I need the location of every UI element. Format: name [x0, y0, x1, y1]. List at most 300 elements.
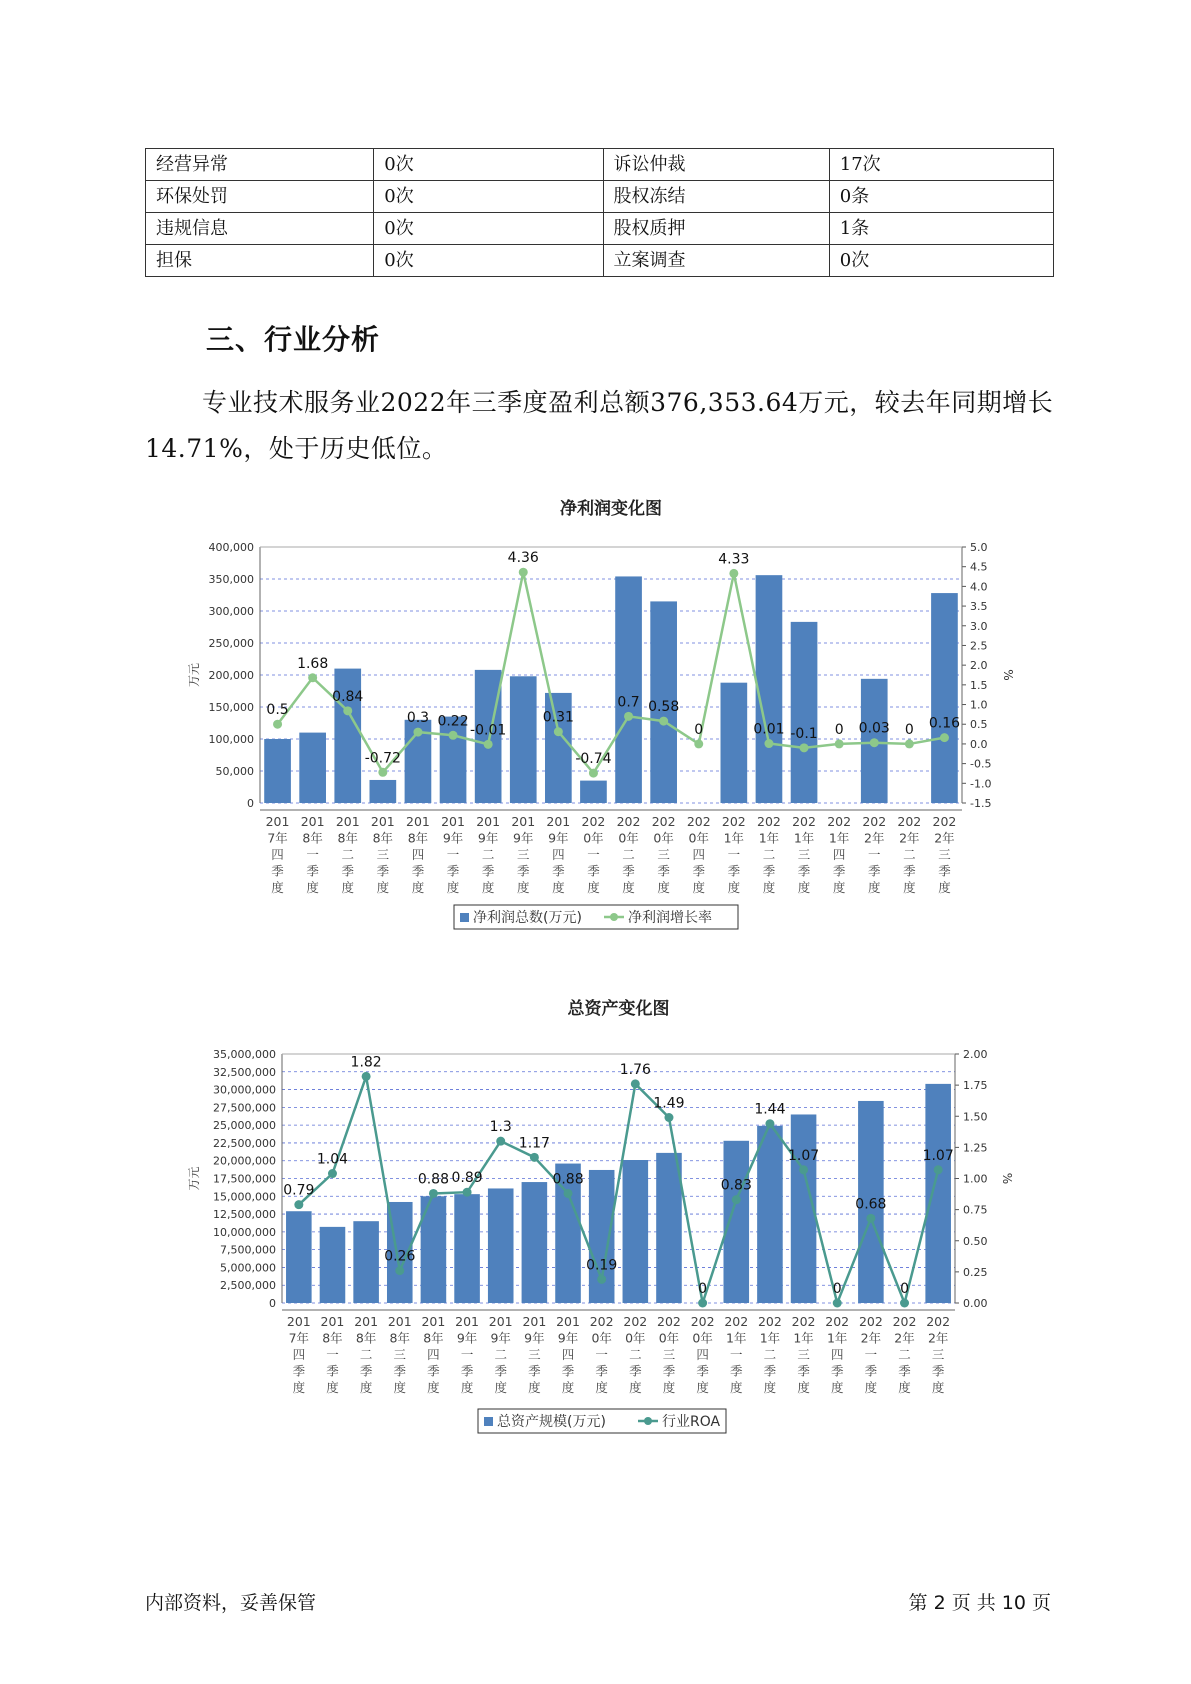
- bar: [756, 575, 783, 803]
- data-label: 0: [900, 1281, 909, 1297]
- data-label: -0.74: [575, 751, 612, 768]
- series-point: [940, 733, 949, 742]
- x-tick-label: 202: [616, 814, 641, 829]
- series-point: [413, 728, 422, 737]
- x-tick-label: 三: [528, 1347, 541, 1362]
- data-label: 0.7: [617, 694, 640, 711]
- x-tick-label: 季: [903, 863, 916, 879]
- x-tick-label: 202: [589, 1314, 614, 1329]
- series-point: [835, 739, 844, 748]
- y-right-tick-label: -1.0: [970, 777, 992, 791]
- table-row: [146, 149, 1054, 181]
- x-tick-label: 季: [763, 1363, 777, 1379]
- table-cell: 17次: [829, 149, 1053, 181]
- bar: [299, 733, 326, 803]
- y-left-tick-label: 400,000: [208, 541, 254, 554]
- x-tick-label: 9年: [456, 1330, 478, 1346]
- y-left-tick-label: 10,000,000: [213, 1225, 276, 1239]
- data-label: 0.84: [332, 688, 364, 705]
- x-tick-label: 8年: [372, 830, 394, 846]
- x-tick-label: 四: [830, 1347, 844, 1362]
- y-left-tick-label: 15,000,000: [213, 1190, 276, 1204]
- x-tick-label: 201: [370, 814, 395, 829]
- table-cell: 诉讼仲裁: [603, 149, 829, 181]
- footer-note: 内部资料，妥善保管: [145, 1592, 317, 1614]
- x-tick-label: 度: [359, 1380, 373, 1395]
- x-tick-label: 201: [265, 814, 290, 829]
- x-tick-label: 二: [763, 1347, 777, 1362]
- x-tick-label: 202: [690, 1314, 715, 1329]
- y-right-tick-label: 5.0: [970, 541, 988, 554]
- y-right-tick-label: -0.5: [970, 757, 992, 771]
- x-tick-label: 季: [271, 863, 284, 879]
- y-left-tick-label: 17,500,000: [213, 1172, 276, 1186]
- data-label: 0: [904, 721, 914, 738]
- x-tick-label: 季: [727, 863, 741, 879]
- x-tick-label: 季: [662, 1363, 676, 1379]
- chart-title: 净利润变化图: [560, 499, 662, 519]
- x-tick-label: 度: [730, 1380, 743, 1395]
- x-tick-label: 9年: [524, 1330, 545, 1346]
- y-left-tick-label: 35,000,000: [213, 1048, 276, 1061]
- x-tick-label: 度: [629, 1380, 642, 1395]
- y-right-tick-label: 0.00: [963, 1297, 988, 1310]
- x-tick-label: 201: [320, 1314, 345, 1329]
- y-left-tick-label: 20,000,000: [213, 1154, 276, 1168]
- series-point: [765, 1119, 774, 1128]
- bar: [928, 593, 961, 803]
- x-tick-label: 季: [762, 863, 776, 879]
- x-tick-label: 度: [832, 880, 846, 895]
- table-row: [146, 181, 1054, 213]
- x-tick-label: 季: [359, 1363, 373, 1379]
- data-label: 0: [694, 721, 704, 738]
- x-tick-label: 季: [696, 1363, 709, 1379]
- x-tick-label: 201: [406, 814, 430, 829]
- table-row: [146, 213, 1054, 245]
- x-tick-label: 度: [446, 880, 460, 895]
- data-label: 0.03: [858, 720, 890, 737]
- x-tick-label: 三: [657, 847, 670, 862]
- y-right-tick-label: 4.5: [970, 560, 988, 574]
- x-tick-label: 201: [488, 1314, 513, 1329]
- x-tick-label: 202: [827, 814, 852, 829]
- data-label: 4.36: [507, 550, 539, 567]
- x-tick-label: 度: [797, 880, 811, 895]
- series-point: [664, 1113, 673, 1122]
- series-point: [496, 1137, 505, 1146]
- data-label: -0.1: [790, 725, 818, 742]
- x-tick-label: 202: [892, 1314, 917, 1329]
- x-tick-label: 8年: [407, 830, 429, 846]
- x-tick-label: 0年: [658, 1330, 680, 1346]
- x-tick-label: 度: [292, 1380, 306, 1395]
- x-tick-label: 2年: [894, 1330, 915, 1346]
- x-tick-label: 一: [867, 847, 881, 862]
- x-tick-label: 度: [561, 1380, 575, 1395]
- bar: [286, 1211, 312, 1303]
- x-tick-label: 8年: [337, 830, 358, 846]
- x-tick-label: 季: [306, 863, 319, 879]
- x-tick-label: 季: [494, 1363, 507, 1379]
- series-point: [519, 568, 528, 577]
- x-tick-label: 8年: [302, 830, 323, 846]
- x-tick-label: 202: [657, 1314, 681, 1329]
- x-tick-label: 季: [692, 863, 706, 879]
- x-tick-label: 二: [341, 847, 355, 862]
- x-tick-label: 度: [864, 1380, 878, 1395]
- x-tick-label: 季: [629, 1363, 642, 1379]
- bar: [353, 1221, 379, 1303]
- x-tick-label: 季: [446, 863, 460, 879]
- y-right-tick-label: 1.75: [963, 1079, 988, 1093]
- legend-line-marker: [610, 913, 618, 921]
- x-tick-label: 201: [354, 1314, 379, 1329]
- x-tick-label: 度: [460, 1380, 474, 1395]
- x-tick-label: 2年: [934, 830, 955, 846]
- total-assets-chart: [140, 990, 1070, 1450]
- x-tick-label: 度: [393, 1380, 407, 1395]
- x-tick-label: 1年: [793, 1330, 814, 1346]
- x-tick-label: 度: [494, 1380, 507, 1395]
- x-tick-label: 2年: [860, 1330, 882, 1346]
- x-tick-label: 度: [427, 1380, 440, 1395]
- bar: [925, 1084, 951, 1303]
- y-right-tick-label: 3.5: [970, 600, 988, 614]
- bar: [656, 1153, 682, 1303]
- x-tick-label: 一: [306, 847, 319, 862]
- legend-bar-swatch: [460, 913, 469, 922]
- x-tick-label: 1年: [758, 830, 780, 846]
- y-left-tick-label: 22,500,000: [213, 1136, 276, 1150]
- x-tick-label: 度: [898, 1380, 911, 1395]
- data-label: -0.72: [364, 750, 401, 767]
- x-tick-label: 度: [867, 880, 881, 895]
- series-point: [900, 1299, 909, 1308]
- x-tick-label: 度: [376, 880, 390, 895]
- x-tick-label: 202: [581, 814, 606, 829]
- x-tick-label: 二: [481, 847, 495, 862]
- x-tick-label: 9年: [442, 830, 464, 846]
- x-tick-label: 201: [476, 814, 501, 829]
- bar: [370, 780, 397, 803]
- series-point: [870, 738, 879, 747]
- x-tick-label: 202: [686, 814, 711, 829]
- x-tick-label: 0年: [625, 1330, 646, 1346]
- x-tick-label: 三: [797, 847, 811, 862]
- series-point: [866, 1214, 875, 1223]
- series-point: [554, 727, 563, 736]
- bar: [454, 1194, 480, 1303]
- y-right-tick-label: 1.50: [963, 1110, 988, 1124]
- data-label: 0.83: [720, 1177, 752, 1194]
- x-tick-label: 202: [897, 814, 922, 829]
- data-label: 0: [698, 1281, 708, 1297]
- x-tick-label: 季: [460, 1363, 474, 1379]
- x-tick-label: 1年: [828, 830, 850, 846]
- x-tick-label: 季: [938, 863, 951, 879]
- x-tick-label: 度: [587, 880, 600, 895]
- x-tick-label: 一: [326, 1347, 339, 1362]
- legend-bar-swatch: [484, 1417, 493, 1426]
- x-tick-label: 202: [825, 1314, 850, 1329]
- series-point: [934, 1165, 943, 1174]
- table-row: [146, 245, 1054, 277]
- x-tick-label: 201: [522, 1314, 547, 1329]
- table-cell: 0次: [374, 181, 603, 213]
- x-tick-label: 季: [864, 1363, 878, 1379]
- x-tick-label: 度: [326, 1380, 339, 1395]
- x-tick-label: 一: [460, 1347, 474, 1362]
- bar: [623, 1160, 649, 1303]
- bar: [723, 1141, 749, 1303]
- x-tick-label: 7年: [267, 830, 288, 846]
- x-tick-label: 1年: [723, 830, 745, 846]
- x-tick-label: 季: [411, 863, 425, 879]
- table-cell: 经营异常: [146, 149, 374, 181]
- x-tick-label: 度: [411, 880, 425, 895]
- y-left-tick-label: 150,000: [208, 701, 254, 714]
- series-point: [294, 1200, 303, 1209]
- legend-bar-label: 净利润总数(万元): [473, 910, 582, 926]
- x-tick-label: 度: [516, 880, 530, 895]
- x-tick-label: 季: [326, 1363, 339, 1379]
- x-tick-label: 三: [516, 847, 530, 862]
- data-label: 0.88: [417, 1171, 450, 1188]
- series-point: [589, 769, 598, 778]
- x-tick-label: 度: [938, 880, 951, 895]
- data-label: 1.3: [489, 1119, 512, 1136]
- y-left-tick-label: 300,000: [208, 605, 254, 618]
- x-tick-label: 202: [651, 814, 676, 829]
- data-label: 1.82: [350, 1054, 382, 1071]
- x-tick-label: 季: [393, 1363, 407, 1379]
- x-tick-label: 二: [359, 1347, 373, 1362]
- x-tick-label: 三: [662, 1347, 676, 1362]
- data-label: 1.17: [518, 1135, 550, 1152]
- x-tick-label: 三: [931, 1347, 945, 1362]
- x-tick-label: 二: [629, 1347, 642, 1362]
- y-left-tick-label: 32,500,000: [213, 1065, 276, 1079]
- x-tick-label: 0年: [653, 830, 674, 846]
- x-tick-label: 0年: [692, 1330, 713, 1346]
- y-right-axis-label: %: [1000, 1172, 1014, 1185]
- table-cell: 0次: [829, 245, 1053, 277]
- x-tick-label: 季: [595, 1363, 608, 1379]
- x-tick-label: 季: [797, 863, 811, 879]
- x-tick-label: 度: [763, 1380, 777, 1395]
- x-tick-label: 度: [727, 880, 741, 895]
- y-right-tick-label: 0.5: [970, 718, 988, 732]
- series-point: [799, 1165, 808, 1174]
- series-point: [624, 712, 633, 721]
- x-tick-label: 季: [341, 863, 355, 879]
- series-line: [278, 572, 945, 773]
- x-tick-label: 季: [552, 863, 565, 879]
- y-right-tick-label: 1.0: [970, 698, 988, 712]
- page-number: 第 2 页 共 10 页: [908, 1592, 1051, 1614]
- data-label: 0.19: [586, 1257, 618, 1274]
- series-point: [833, 1299, 842, 1308]
- x-tick-label: 季: [292, 1363, 306, 1379]
- x-tick-label: 度: [696, 1380, 709, 1395]
- x-tick-label: 一: [446, 847, 460, 862]
- x-tick-label: 三: [938, 847, 951, 862]
- y-left-tick-label: 0: [247, 797, 254, 810]
- bar: [488, 1188, 514, 1303]
- bar: [580, 781, 607, 803]
- table-cell: 担保: [146, 245, 374, 277]
- x-tick-label: 度: [931, 1380, 945, 1395]
- series-point: [905, 739, 914, 748]
- series-point: [564, 1189, 573, 1198]
- data-label: 0.88: [552, 1171, 584, 1188]
- y-right-tick-label: 4.0: [970, 580, 988, 594]
- x-tick-label: 1年: [826, 1330, 848, 1346]
- x-tick-label: 202: [757, 1314, 782, 1329]
- x-tick-label: 二: [622, 847, 635, 862]
- series-point: [694, 739, 703, 748]
- y-right-tick-label: -1.5: [970, 797, 992, 810]
- x-tick-label: 二: [903, 847, 916, 862]
- table-cell: 环保处罚: [146, 181, 374, 213]
- x-tick-label: 9年: [557, 1330, 579, 1346]
- data-label: 0.01: [753, 721, 785, 738]
- x-tick-label: 201: [511, 814, 536, 829]
- x-tick-label: 1年: [793, 830, 815, 846]
- x-tick-label: 季: [797, 1363, 810, 1379]
- x-tick-label: 季: [832, 863, 846, 879]
- x-tick-label: 度: [341, 880, 355, 895]
- x-tick-label: 一: [864, 1347, 878, 1362]
- y-left-tick-label: 250,000: [208, 637, 254, 650]
- x-tick-label: 202: [757, 814, 781, 829]
- x-tick-label: 四: [561, 1347, 575, 1362]
- x-tick-label: 三: [376, 847, 390, 862]
- y-right-tick-label: 2.0: [970, 659, 988, 673]
- x-tick-label: 201: [556, 1314, 580, 1329]
- x-tick-label: 二: [762, 847, 776, 862]
- data-label: 0.26: [384, 1248, 416, 1265]
- series-point: [273, 720, 282, 729]
- x-tick-label: 度: [306, 880, 319, 895]
- data-label: 0.22: [437, 713, 469, 730]
- y-right-tick-label: 0.0: [970, 737, 988, 751]
- x-tick-label: 201: [335, 814, 360, 829]
- series-point: [378, 768, 387, 777]
- data-label: 1.68: [297, 655, 329, 672]
- y-left-tick-label: 27,500,000: [213, 1101, 276, 1115]
- section-heading: 三、行业分析: [206, 323, 381, 356]
- x-tick-label: 2年: [927, 1330, 949, 1346]
- x-tick-label: 度: [662, 1380, 676, 1395]
- x-tick-label: 201: [455, 1314, 480, 1329]
- bar: [264, 739, 291, 803]
- x-tick-label: 201: [546, 814, 571, 829]
- y-left-tick-label: 7,500,000: [220, 1243, 276, 1257]
- data-label: 0.31: [542, 709, 574, 726]
- x-tick-label: 201: [421, 1314, 446, 1329]
- x-tick-label: 季: [898, 1363, 911, 1379]
- data-label: 0.89: [451, 1170, 483, 1187]
- data-label: 1.07: [787, 1147, 820, 1164]
- y-left-tick-label: 0: [269, 1297, 276, 1310]
- table-cell: 违规信息: [146, 213, 374, 245]
- series-point: [484, 740, 493, 749]
- bar: [615, 576, 642, 803]
- x-tick-label: 四: [696, 1347, 709, 1362]
- x-tick-label: 四: [292, 1347, 306, 1362]
- y-left-tick-label: 12,500,000: [213, 1208, 276, 1222]
- risk-info-table: [145, 148, 1054, 277]
- x-tick-label: 季: [657, 863, 670, 879]
- y-right-tick-label: 1.5: [970, 678, 988, 692]
- x-tick-label: 2年: [864, 830, 885, 846]
- x-tick-label: 8年: [389, 1330, 411, 1346]
- x-tick-label: 9年: [548, 830, 569, 846]
- x-tick-label: 201: [441, 814, 465, 829]
- x-tick-label: 季: [622, 863, 635, 879]
- x-tick-label: 0年: [688, 830, 709, 846]
- y-right-tick-label: 0.25: [963, 1265, 988, 1279]
- net-profit-chart: [140, 490, 1070, 950]
- bar: [320, 1227, 346, 1303]
- y-right-tick-label: 0.50: [963, 1234, 988, 1248]
- x-tick-label: 度: [692, 880, 706, 895]
- y-left-tick-label: 50,000: [215, 765, 254, 778]
- table-cell: 股权冻结: [603, 181, 829, 213]
- table-cell: 0次: [374, 149, 603, 181]
- x-tick-label: 一: [595, 1347, 608, 1362]
- x-tick-label: 202: [926, 1314, 951, 1329]
- x-tick-label: 一: [587, 847, 600, 862]
- x-tick-label: 度: [903, 880, 916, 895]
- data-label: 1.49: [653, 1095, 685, 1112]
- x-tick-label: 度: [797, 1380, 810, 1395]
- series-point: [659, 717, 668, 726]
- x-tick-label: 202: [623, 1314, 648, 1329]
- bar: [757, 1126, 783, 1303]
- series-point: [328, 1169, 337, 1178]
- x-tick-label: 一: [730, 1347, 743, 1362]
- series-point: [732, 1195, 741, 1204]
- series-point: [698, 1299, 707, 1308]
- x-tick-label: 度: [622, 880, 635, 895]
- x-tick-label: 201: [300, 814, 325, 829]
- series-point: [362, 1072, 371, 1081]
- table-cell: 1条: [829, 213, 1053, 245]
- bar: [440, 717, 467, 803]
- x-tick-label: 四: [427, 1347, 440, 1362]
- bar: [510, 676, 537, 803]
- y-left-tick-label: 2,500,000: [220, 1279, 276, 1293]
- bar: [522, 1182, 548, 1303]
- data-label: 0.3: [406, 710, 430, 727]
- series-point: [308, 673, 317, 682]
- x-tick-label: 度: [271, 880, 284, 895]
- series-point: [764, 739, 773, 748]
- x-tick-label: 一: [727, 847, 741, 862]
- y-right-tick-label: 2.5: [970, 639, 988, 653]
- x-tick-label: 度: [830, 1380, 844, 1395]
- y-left-tick-label: 200,000: [208, 669, 254, 682]
- x-tick-label: 四: [271, 847, 284, 862]
- x-tick-label: 度: [481, 880, 495, 895]
- x-tick-label: 1年: [726, 1330, 747, 1346]
- y-left-axis-label: 万元: [187, 662, 201, 688]
- x-tick-label: 8年: [322, 1330, 343, 1346]
- legend-line-label: 行业ROA: [662, 1414, 721, 1430]
